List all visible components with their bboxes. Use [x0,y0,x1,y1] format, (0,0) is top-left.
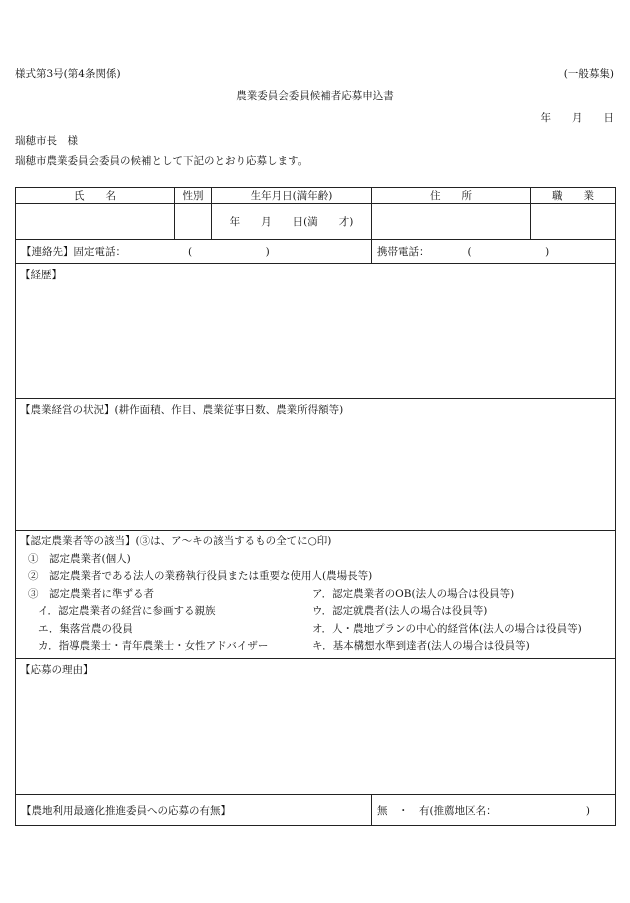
certified-option-o[interactable]: オ．人・農地プランの中心的経営体(法人の場合は役員等) [312,622,582,635]
occupation-entry-field[interactable] [531,204,616,240]
certified-option-a[interactable]: ア．認定農業者のOB(法人の場合は役員等) [312,587,515,600]
column-header-row [16,188,616,204]
mobile-label: 携帯電話： [377,246,430,258]
intro-text: 瑞穂市農業委員会委員の候補として下記のとおり応募します。 [15,155,309,167]
landline-label: 【連絡先】固定電話： [21,246,126,258]
birthdate-entry-field[interactable]: 年 月 日(満 才) [212,204,372,240]
certified-option-ka[interactable]: カ．指導農業士・青年農業士・女性アドバイザー [38,640,269,652]
history-row [16,264,616,399]
certified-item-2[interactable]: ② 認定農業者である法人の業務執行役員または重要な使用人(農場長等) [28,570,373,582]
promotion-row [16,795,616,826]
gender-entry-field[interactable] [175,204,212,240]
history-label: 【経歴】 [20,269,62,281]
farming-row [16,399,616,531]
col-birthdate-header: 生年月日(満年齢) [212,188,372,204]
form-title: 農業委員会委員候補者応募申込書 [236,90,394,102]
col-gender-header: 性別 [175,188,212,204]
certified-option-i[interactable]: イ．認定農業者の経営に参画する親族 [38,605,216,617]
addressee: 瑞穂市長 様 [15,135,78,147]
history-field[interactable] [16,264,616,399]
landline-cell[interactable] [16,240,372,264]
reason-label: 【応募の理由】 [20,664,94,676]
name-entry-field[interactable] [16,204,175,240]
reason-row [16,659,616,795]
promotion-answer[interactable]: 無 ・ 有(推薦地区名： ) [372,795,616,826]
certified-option-row-3 [20,621,611,639]
col-occupation-header: 職 業 [531,188,616,204]
reason-field[interactable] [16,659,616,795]
certified-option-e[interactable]: エ．集落営農の役員 [38,622,133,635]
certified-item-3[interactable]: ③ 認定農業者に準ずる者 [28,587,154,600]
application-form-table [15,187,616,826]
col-address-header: 住 所 [372,188,531,204]
certified-option-ki[interactable]: キ．基本構想水準到達者(法人の場合は役員等) [312,640,530,652]
certified-option-row-2 [20,603,611,621]
certified-section [16,531,616,659]
category-label: (一般募集) [563,68,614,80]
landline-paren: ( ) [188,246,270,258]
mobile-paren: ( ) [467,246,550,258]
col-name-header: 氏 名 [16,188,175,204]
certified-option-u[interactable]: ウ．認定就農者(法人の場合は役員等) [312,605,488,617]
certified-item-3-row [20,586,611,604]
promotion-label: 【農地利用最適化推進委員への応募の有無】 [16,795,372,826]
certified-row [16,531,616,659]
contact-row [16,240,616,264]
date-field: 年 月 日 [540,112,614,124]
certified-option-row-4 [20,638,611,656]
form-number: 様式第3号(第4条関係) [15,68,121,80]
certified-item-1[interactable]: ① 認定農業者(個人) [28,552,131,565]
mobile-cell[interactable] [372,240,616,264]
farming-status-label: 【農業経営の状況】(耕作面積、作目、農業従事日数、農業所得額等) [20,404,344,416]
certified-label: 【認定農業者等の該当】(③は、ア～キの該当するもの全てに○印) [20,535,332,547]
address-entry-field[interactable] [372,204,531,240]
farming-status-field[interactable] [16,399,616,531]
applicant-entry-row [16,204,616,240]
